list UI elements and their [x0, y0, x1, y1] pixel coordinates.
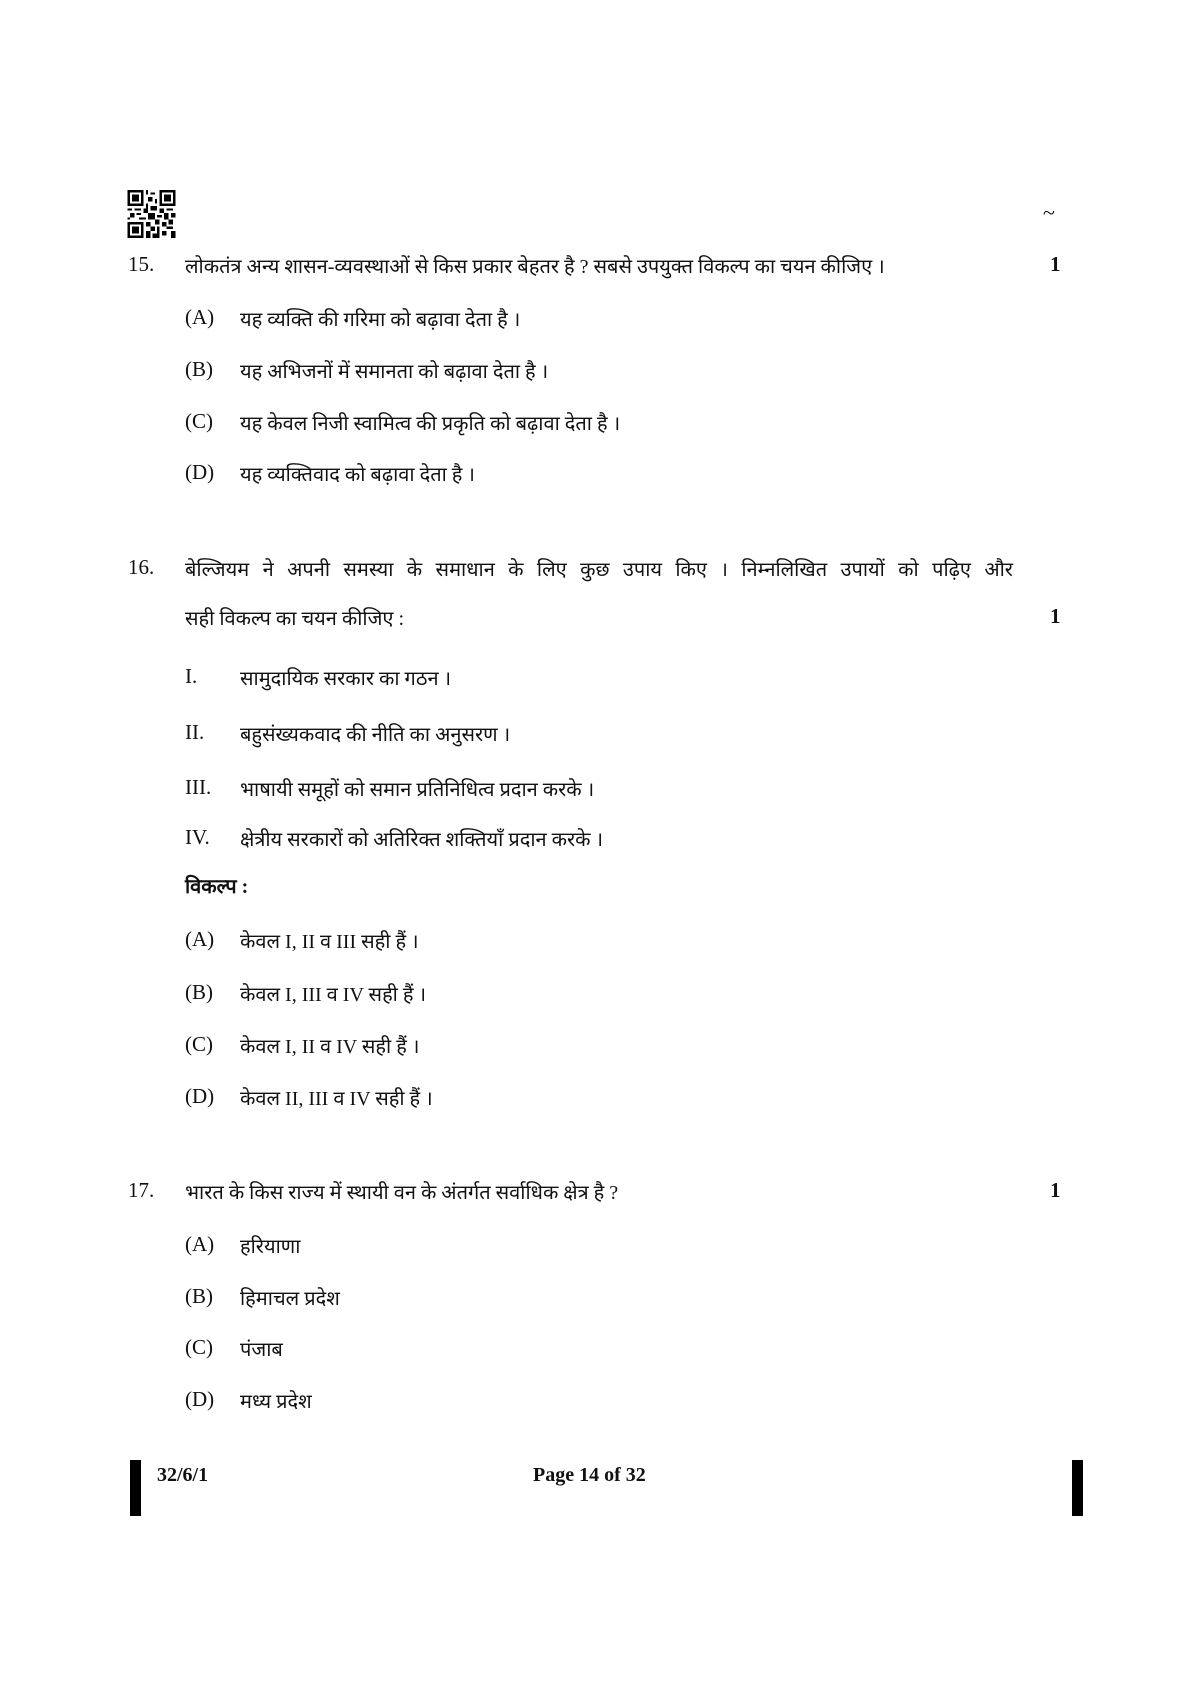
q16-statement-2-text: बहुसंख्यकवाद की नीति का अनुसरण ।	[240, 724, 511, 746]
q17-option-c-label: (C)	[185, 1335, 213, 1359]
footer-paper-code: 32/6/1	[157, 1464, 209, 1486]
q16-statement-4-text: क्षेत्रीय सरकारों को अतिरिक्त शक्तियाँ प्रदान करके ।	[240, 829, 604, 851]
q16-options-heading: विकल्प :	[185, 876, 249, 898]
q16-statement-2-label: II.	[185, 720, 205, 744]
q16-statement-1-text: सामुदायिक सरकार का गठन ।	[240, 668, 452, 690]
q16-option-d-label: (D)	[185, 1084, 215, 1108]
q15-option-b-label: (B)	[185, 357, 213, 381]
q17-option-a-text: हरियाणा	[240, 1236, 301, 1258]
q16-statement-3-text: भाषायी समूहों को समान प्रतिनिधित्व प्रदान करके ।	[240, 779, 595, 801]
question-16-text-line2: सही विकल्प का चयन कीजिए :	[185, 608, 405, 630]
q17-option-d-text: मध्य प्रदेश	[240, 1391, 312, 1413]
question-16-marks: 1	[1050, 604, 1061, 628]
question-16-text-line1: बेल्जियम ने अपनी समस्या के समाधान के लिए कुछ उपाय किए । निम्नलिखित उपायों को पढ़िए और	[185, 559, 1013, 581]
q16-option-a-label: (A)	[185, 927, 215, 951]
footer-page-number: Page 14 of 32	[533, 1464, 646, 1486]
qr-code-icon	[127, 190, 176, 238]
q16-option-c-label: (C)	[185, 1032, 213, 1056]
q16-option-b-text: केवल I, III व IV सही हैं ।	[240, 984, 427, 1006]
question-17-marks: 1	[1050, 1178, 1061, 1202]
q17-option-a-label: (A)	[185, 1232, 215, 1256]
q15-option-d-text: यह व्यक्तिवाद को बढ़ावा देता है ।	[240, 464, 475, 486]
question-15-number: 15.	[128, 252, 155, 276]
q15-option-a-label: (A)	[185, 305, 215, 329]
footer-left-bar	[130, 1460, 141, 1516]
q15-option-d-label: (D)	[185, 460, 215, 484]
question-15-marks: 1	[1050, 252, 1061, 276]
q16-option-d-text: केवल II, III व IV सही हैं ।	[240, 1088, 433, 1110]
q16-option-a-text: केवल I, II व III सही हैं ।	[240, 931, 419, 953]
q17-option-d-label: (D)	[185, 1387, 215, 1411]
q15-option-a-text: यह व्यक्ति की गरिमा को बढ़ावा देता है ।	[240, 309, 521, 331]
footer-right-bar	[1072, 1460, 1083, 1516]
question-17-text: भारत के किस राज्य में स्थायी वन के अंतर्गत सर्वाधिक क्षेत्र है ?	[185, 1182, 619, 1204]
q16-statement-1-label: I.	[185, 664, 198, 688]
q15-option-c-text: यह केवल निजी स्वामित्व की प्रकृति को बढ़ावा देता है ।	[240, 413, 621, 435]
question-15-text: लोकतंत्र अन्य शासन-व्यवस्थाओं से किस प्रकार बेहतर है ? सबसे उपयुक्त विकल्प का चयन कीजिए ।	[185, 256, 885, 278]
q16-option-b-label: (B)	[185, 980, 213, 1004]
tilde-mark: ~	[1043, 200, 1055, 225]
q17-option-c-text: पंजाब	[240, 1339, 283, 1361]
question-16-number: 16.	[128, 555, 155, 579]
q17-option-b-text: हिमाचल प्रदेश	[240, 1288, 340, 1310]
q17-option-b-label: (B)	[185, 1284, 213, 1308]
q16-option-c-text: केवल I, II व IV सही हैं ।	[240, 1036, 420, 1058]
question-17-number: 17.	[128, 1178, 155, 1202]
q15-option-b-text: यह अभिजनों में समानता को बढ़ावा देता है ।	[240, 361, 549, 383]
q16-statement-3-label: III.	[185, 775, 212, 799]
q15-option-c-label: (C)	[185, 409, 213, 433]
q16-statement-4-label: IV.	[185, 825, 210, 849]
